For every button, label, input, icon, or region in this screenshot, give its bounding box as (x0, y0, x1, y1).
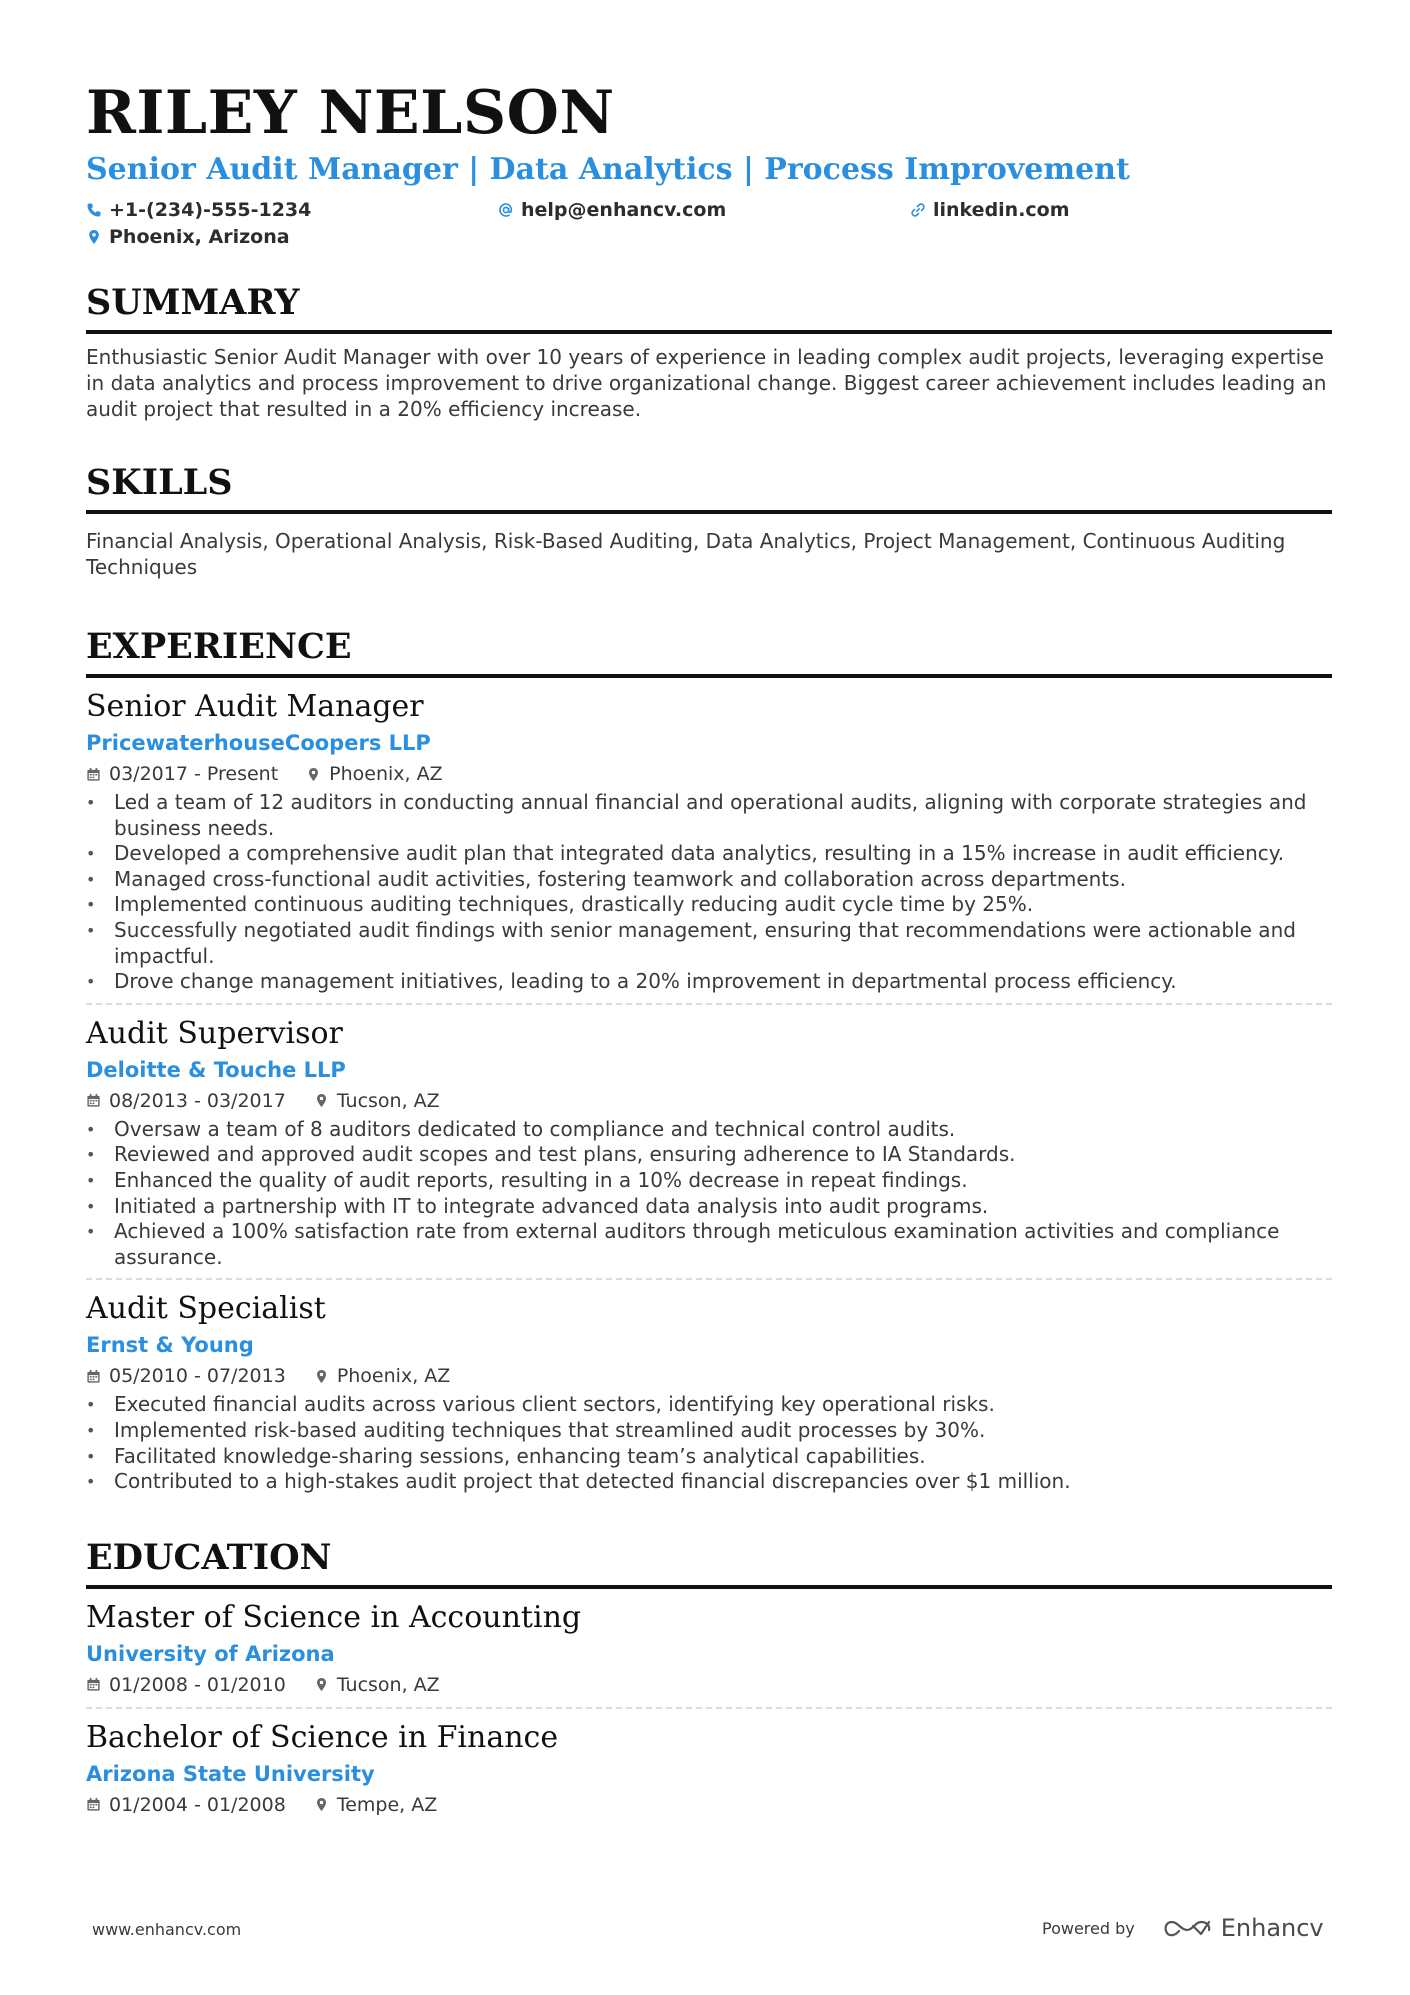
powered-by-label: Powered by (1042, 1918, 1135, 1938)
location-pin-icon (314, 1093, 329, 1108)
location-pin-icon (314, 1797, 329, 1812)
contact-email[interactable] (498, 196, 910, 223)
job-bullets (86, 1117, 1332, 1271)
candidate-name: RILEY NELSON (86, 78, 615, 148)
bullet-item: • Successfully negotiated audit findings with senior management, ensuring that recommendations were actionable and impactful. (86, 918, 1332, 969)
company-name: Deloitte & Touche LLP (86, 1057, 346, 1082)
education-location: Tempe, AZ (336, 1793, 438, 1816)
bullet-item: • Contributed to a high-stakes audit project that detected financial discrepancies over $1 million. (86, 1469, 1332, 1495)
job-meta (86, 1087, 1332, 1115)
location-pin-icon (314, 1677, 329, 1692)
calendar-icon (86, 1093, 101, 1108)
degree-title: Bachelor of Science in Finance (86, 1719, 559, 1755)
education-dates: 01/2008 - 01/2010 (109, 1673, 286, 1696)
job-dates: 05/2010 - 07/2013 (109, 1365, 286, 1388)
email-text: help@enhancv.com (521, 198, 727, 221)
contact-phone (86, 196, 498, 223)
education-title: EDUCATION (86, 1535, 1332, 1589)
bullet-item: • Developed a comprehensive audit plan that integrated data analytics, resulting in a 15% increase in audit efficiency. (86, 841, 1332, 867)
job-location: Phoenix, AZ (336, 1365, 451, 1388)
contact-info (86, 196, 1332, 250)
link-icon (910, 202, 926, 218)
bullet-item: • Initiated a partnership with IT to integrate advanced data analysis into audit programs. (86, 1194, 1332, 1220)
entry-divider (86, 1707, 1332, 1709)
powered-by (1042, 1914, 1324, 1942)
experience-entry (86, 1015, 1332, 1281)
education-location: Tucson, AZ (336, 1673, 440, 1696)
experience-entry (86, 1290, 1332, 1494)
bullet-item: • Facilitated knowledge-sharing sessions, enhancing team’s analytical capabilities. (86, 1444, 1332, 1470)
phone-icon (86, 202, 102, 218)
contact-location (86, 223, 498, 250)
job-bullets (86, 1392, 1332, 1494)
education-section (86, 1535, 1332, 1819)
enhancv-logo-icon (1163, 1916, 1213, 1940)
job-dates: 08/2013 - 03/2017 (109, 1089, 286, 1112)
location-pin-icon (306, 767, 321, 782)
resume-content (86, 72, 1332, 1819)
skills-title: SKILLS (86, 460, 1332, 514)
calendar-icon (86, 1797, 101, 1812)
skills-text: Financial Analysis, Operational Analysis, Risk-Based Auditing, Data Analytics, Project Management, Continuous Auditing Techniques (86, 529, 1286, 579)
footer-website[interactable]: www.enhancv.com (92, 1920, 242, 1939)
brand-name: Enhancv (1220, 1914, 1324, 1942)
summary-title: SUMMARY (86, 280, 1332, 334)
experience-section (86, 624, 1332, 1495)
calendar-icon (86, 767, 101, 782)
contact-linkedin[interactable] (910, 196, 1332, 223)
location-pin-icon (314, 1369, 329, 1384)
bullet-item: • Enhanced the quality of audit reports, resulting in a 10% decrease in repeat findings. (86, 1168, 1332, 1194)
education-dates: 01/2004 - 01/2008 (109, 1793, 286, 1816)
skills-section (86, 460, 1332, 580)
job-title: Audit Supervisor (86, 1015, 343, 1051)
phone-text: +1-(234)-555-1234 (109, 198, 312, 221)
bullet-item: • Executed financial audits across various client sectors, identifying key operational risks. (86, 1392, 1332, 1418)
location-pin-icon (86, 229, 102, 245)
job-title: Audit Specialist (86, 1291, 326, 1327)
bullet-item: • Led a team of 12 auditors in conducting annual financial and operational audits, aligning with corporate strategies and business needs. (86, 790, 1332, 841)
school-name: University of Arizona (86, 1641, 335, 1666)
education-entry (86, 1599, 1332, 1709)
calendar-icon (86, 1677, 101, 1692)
education-meta (86, 1791, 1332, 1819)
entry-divider (86, 1003, 1332, 1005)
job-title: Senior Audit Manager (86, 689, 424, 724)
job-dates: 03/2017 - Present (109, 763, 279, 785)
bullet-item: • Implemented risk-based auditing techniques that streamlined audit processes by 30%. (86, 1418, 1332, 1444)
education-meta (86, 1671, 1332, 1699)
bullet-item: • Drove change management initiatives, leading to a 20% improvement in departmental process efficiency. (86, 969, 1332, 995)
at-sign-icon (498, 202, 514, 218)
company-name: PricewaterhouseCoopers LLP (86, 731, 431, 755)
job-bullets (86, 790, 1332, 995)
candidate-headline: Senior Audit Manager | Data Analytics | Process Improvement (86, 152, 1130, 187)
degree-title: Master of Science in Accounting (86, 1599, 582, 1635)
bullet-item: • Oversaw a team of 8 auditors dedicated to compliance and technical control audits. (86, 1117, 1332, 1143)
job-location: Phoenix, AZ (329, 763, 443, 785)
summary-section (86, 280, 1332, 422)
linkedin-text: linkedin.com (933, 198, 1070, 221)
company-name: Ernst & Young (86, 1333, 254, 1358)
bullet-item: • Implemented continuous auditing techniques, drastically reducing audit cycle time by 25%. (86, 892, 1332, 918)
job-location: Tucson, AZ (336, 1089, 440, 1112)
location-text: Phoenix, Arizona (109, 225, 290, 248)
summary-text: Enthusiastic Senior Audit Manager with over 10 years of experience in leading complex audit projects, leveraging expertise in data analytics and process improvement to drive organizational change. Biggest career achievement includes leading an audit project that resulted in a 20% efficiency increase. (86, 345, 1327, 421)
bullet-item: • Managed cross-functional audit activities, fostering teamwork and collaboration across departments. (86, 867, 1332, 893)
school-name: Arizona State University (86, 1761, 375, 1786)
bullet-item: • Reviewed and approved audit scopes and test plans, ensuring adherence to IA Standards. (86, 1142, 1332, 1168)
calendar-icon (86, 1369, 101, 1384)
experience-entry (86, 688, 1332, 1005)
bullet-item: • Achieved a 100% satisfaction rate from external auditors through meticulous examination activities and compliance assurance. (86, 1219, 1332, 1270)
job-meta (86, 760, 1332, 788)
education-entry (86, 1719, 1332, 1819)
experience-title: EXPERIENCE (86, 624, 1332, 678)
entry-divider (86, 1278, 1332, 1280)
job-meta (86, 1362, 1332, 1390)
